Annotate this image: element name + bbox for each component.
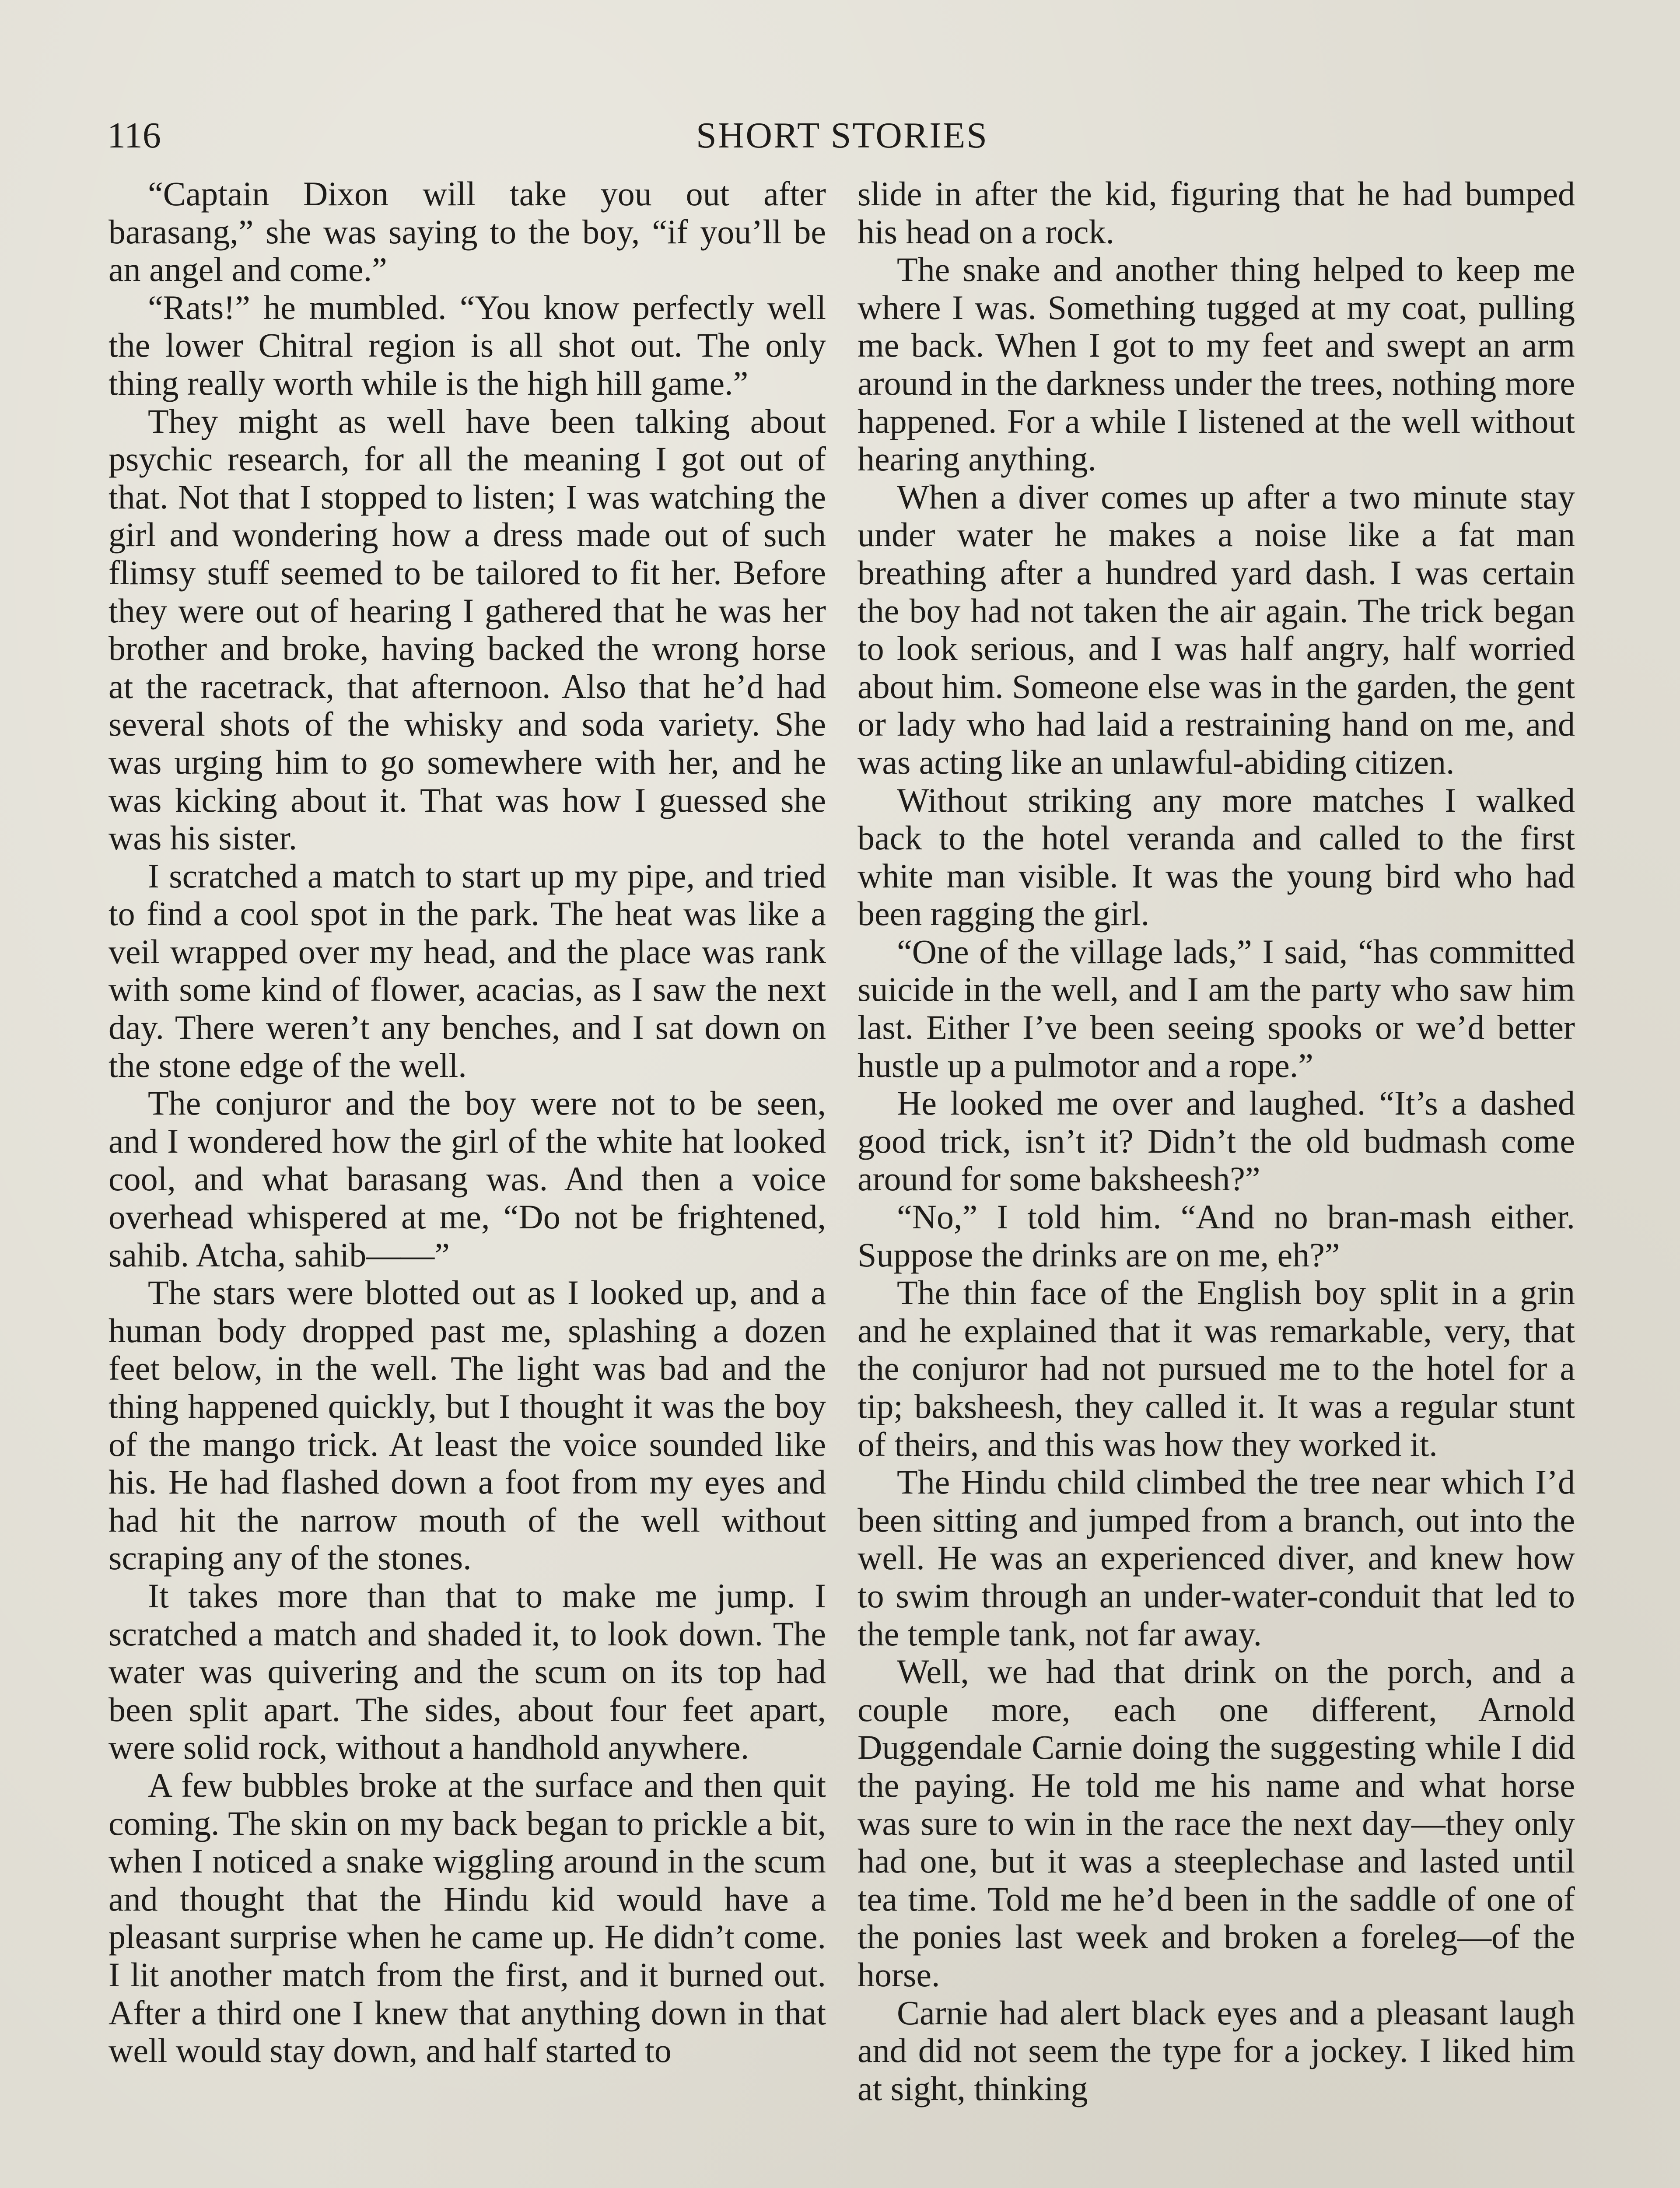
paragraph: “One of the village lads,” I said, “has committed suicide in the well, and I am the party who saw him last. Either I’ve been seeing spooks or we’d better hustle up a pulmotor and a rope.” <box>858 932 1575 1084</box>
paragraph: The conjuror and the boy were not to be seen, and I wondered how the girl of the white hat looked cool, and what barasang was. And then a voice overhead whispered at me, “Do not be frightened, sahib. Atcha, sahib——” <box>108 1084 826 1274</box>
page-number: 116 <box>107 115 161 156</box>
paragraph: The stars were blotted out as I looked up, and a human body dropped past me, splashing a dozen feet below, in the well. The light was bad and the thing happened quickly, but I thought it was the boy of the mango trick. At least the voice sounded like his. He had flashed down a foot from my eyes and had hit the narrow mouth of the well without scraping any of the stones. <box>108 1273 826 1577</box>
paragraph: It takes more than that to make me jump. I scratched a match and shaded it, to look down. The water was quivering and the scum on its top had been split apart. The sides, about four feet apart, were solid rock, without a handhold anywhere. <box>108 1576 826 1767</box>
paragraph: Without striking any more matches I walked back to the hotel veranda and called to the first white man visible. It was the young bird who had been ragging the girl. <box>858 781 1575 933</box>
paragraph: Well, we had that drink on the porch, and a couple more, each one different, Arnold Duggendale Carnie doing the suggesting while I did the paying. He told me his name and what horse was sure to win in the race the next day—they only had one, but it was a steeplechase and lasted until tea time. Told me he’d been in the saddle of one of the ponies last week and broken a foreleg—of the horse. <box>858 1652 1575 1994</box>
paragraph: I scratched a match to start up my pipe, and tried to find a cool spot in the park. The heat was like a veil wrapped over my head, and the place was rank with some kind of flower, acacias, as I saw the next day. There weren’t any benches, and I sat down on the stone edge of the well. <box>108 856 826 1084</box>
paragraph: Carnie had alert black eyes and a pleasant laugh and did not seem the type for a jockey. I liked him at sight, thinking <box>858 1993 1575 2107</box>
running-title: SHORT STORIES <box>696 115 988 156</box>
paragraph: They might as well have been talking about psychic research, for all the meaning I got out of that. Not that I stopped to listen; I was watching the girl and wondering how a dress made out of such flimsy stuff seemed to be tailored to fit her. Before they were out of hearing I gathered that he was her brother and broke, having backed the wrong horse at the racetrack, that afternoon. Also that he’d had several shots of the whisky and soda variety. She was urging him to go somewhere with her, and he was kicking about it. That was how I guessed she was his sister. <box>108 402 826 857</box>
text-column-right <box>858 175 1575 2107</box>
text-column-left <box>108 175 826 2070</box>
paragraph: The thin face of the English boy split in a grin and he explained that it was remarkable, very, that the conjuror had not pursued me to the hotel for a tip; baksheesh, they called it. It was a regular stunt of theirs, and this was how they worked it. <box>858 1273 1575 1463</box>
paragraph: When a diver comes up after a two minute stay under water he makes a noise like a fat man breathing after a hundred yard dash. I was certain the boy had not taken the air again. The trick began to look serious, and I was half angry, half worried about him. Someone else was in the garden, the gent or lady who had laid a restraining hand on me, and was acting like an unlawful-abiding citizen. <box>858 477 1575 781</box>
paragraph: “Rats!” he mumbled. “You know perfectly well the lower Chitral region is all shot out. The only thing really worth while is the high hill game.” <box>108 288 826 402</box>
paragraph: “No,” I told him. “And no bran-mash either. Suppose the drinks are on me, eh?” <box>858 1198 1575 1274</box>
paragraph: “Captain Dixon will take you out after barasang,” she was saying to the boy, “if you’ll be an angel and come.” <box>108 175 826 289</box>
paragraph: slide in after the kid, figuring that he had bumped his head on a rock. <box>858 175 1575 251</box>
paragraph: A few bubbles broke at the surface and then quit coming. The skin on my back began to prickle a bit, when I noticed a snake wiggling around in the scum and thought that the Hindu kid would have a pleasant surprise when he came up. He didn’t come. I lit another match from the first, and it burned out. After a third one I knew that anything down in that well would stay down, and half started to <box>108 1766 826 2070</box>
paragraph: The Hindu child climbed the tree near which I’d been sitting and jumped from a branch, out into the well. He was an experienced diver, and knew how to swim through an under-water-conduit that led to the temple tank, not far away. <box>858 1463 1575 1653</box>
paragraph: He looked me over and laughed. “It’s a dashed good trick, isn’t it? Didn’t the old budmash come around for some baksheesh?” <box>858 1084 1575 1198</box>
paragraph: The snake and another thing helped to keep me where I was. Something tugged at my coat, pulling me back. When I got to my feet and swept an arm around in the darkness under the trees, nothing more happened. For a while I listened at the well without hearing anything. <box>858 250 1575 478</box>
running-header <box>107 114 1577 171</box>
